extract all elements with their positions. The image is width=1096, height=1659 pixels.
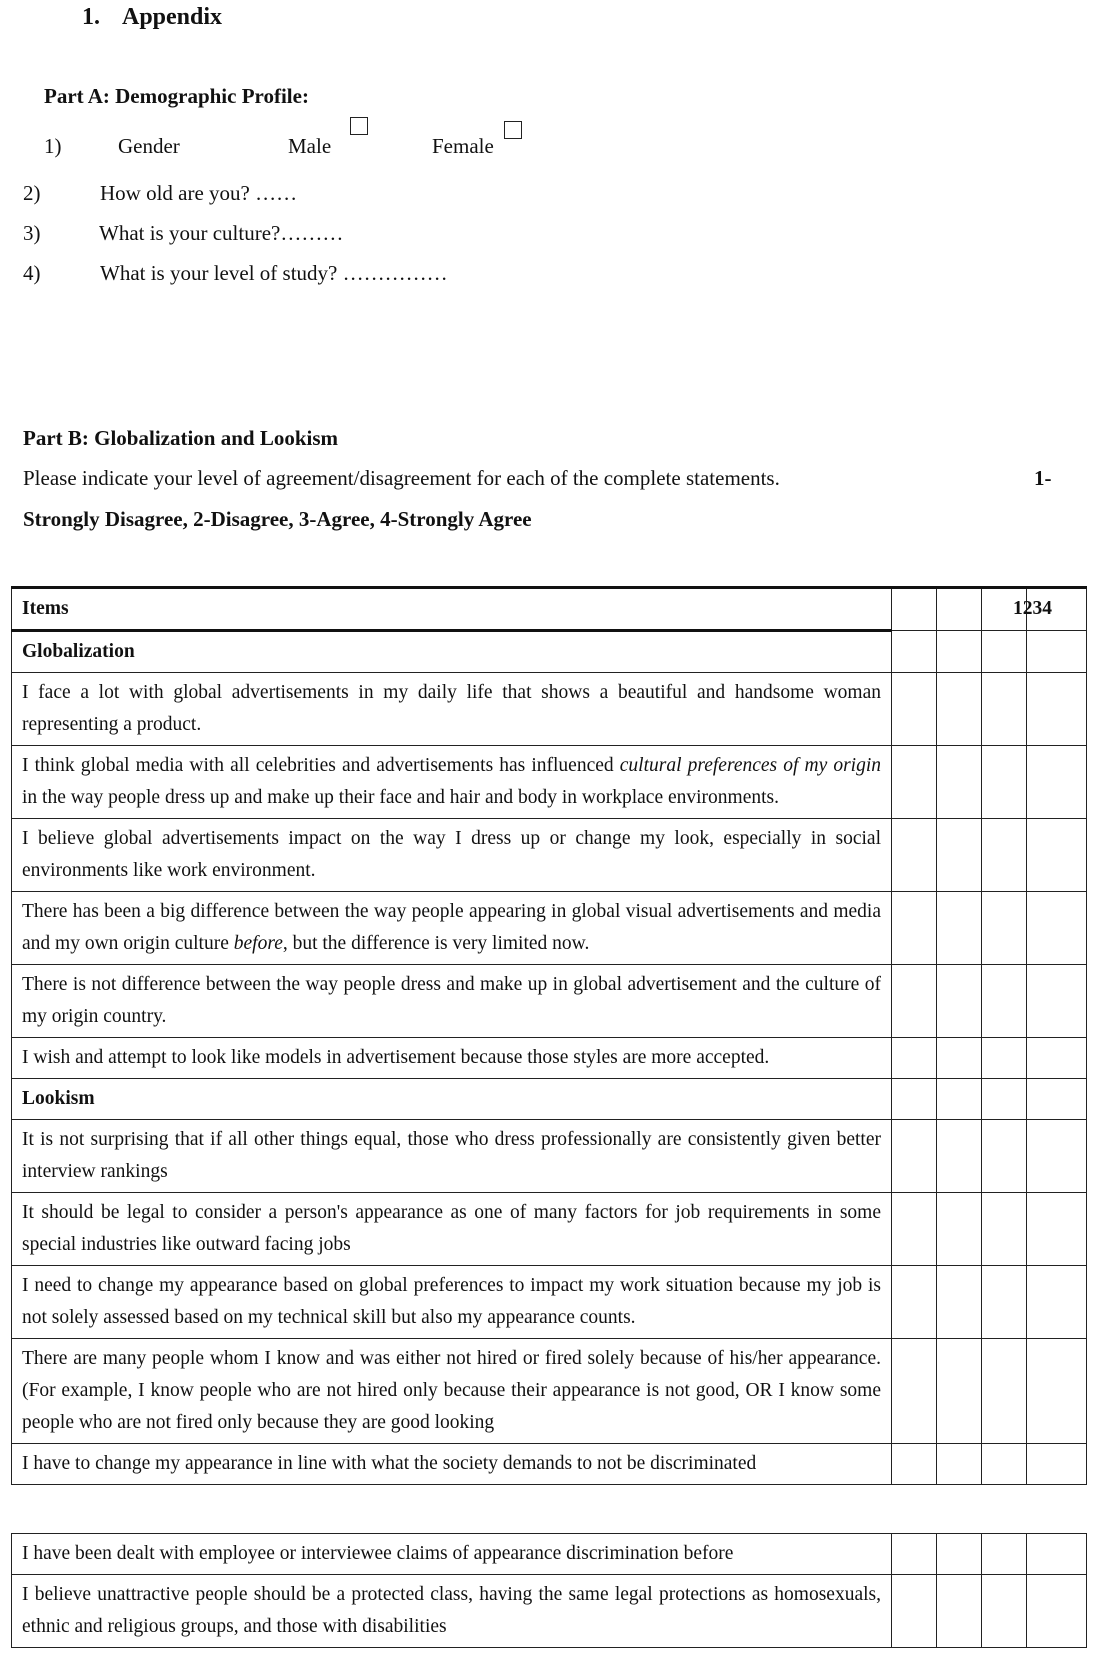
rating-cell-4[interactable] xyxy=(1027,673,1087,746)
section-row-globalization xyxy=(12,631,1087,673)
option-male-label: Male xyxy=(288,134,332,158)
q3-text[interactable]: What is your culture?……… xyxy=(99,221,344,245)
rating-cell-1[interactable] xyxy=(892,819,937,892)
rating-cell-3[interactable] xyxy=(982,965,1027,1038)
rating-cell-2[interactable] xyxy=(937,673,982,746)
table-row xyxy=(12,1120,1087,1193)
part-a-heading: Part A: Demographic Profile: xyxy=(44,84,309,108)
rating-cell-2[interactable] xyxy=(937,1038,982,1079)
table-row xyxy=(12,746,1087,819)
rating-cell-2[interactable] xyxy=(937,746,982,819)
rating-cell-3[interactable] xyxy=(982,673,1027,746)
rating-cell-1[interactable] xyxy=(892,1120,937,1193)
male-checkbox[interactable] xyxy=(350,117,368,135)
item-text: I believe unattractive people should be a protected class, having the same legal protections as homosexuals, ethnic and religious groups, and those with disabilities xyxy=(12,1575,892,1648)
appendix-number: 1. xyxy=(82,4,100,30)
rating-scale-legend: Strongly Disagree, 2-Disagree, 3-Agree, 4-Strongly Agree xyxy=(23,507,532,531)
item-text: I face a lot with global advertisements in my daily life that shows a beautiful and handsome woman representing a product. xyxy=(12,673,892,746)
table-header-row xyxy=(12,588,1087,631)
table-row xyxy=(12,1266,1087,1339)
appendix-title: Appendix xyxy=(122,4,223,30)
rating-cell-3[interactable] xyxy=(982,819,1027,892)
rating-cell-3[interactable] xyxy=(982,1266,1027,1339)
emphasis-text: cultural preferences of my origin xyxy=(619,755,882,776)
rating-cell-3[interactable] xyxy=(982,1120,1027,1193)
item-text: There are many people whom I know and was either not hired or fired solely because of his/her appearance. (For example, I know people who are not hired only because their appearance is not good, OR I know some people who are not fired only because they are good looking xyxy=(12,1339,892,1444)
item-text: It is not surprising that if all other things equal, those who dress professionally are consistently given better interview rankings xyxy=(12,1120,892,1193)
rating-cell-2[interactable] xyxy=(937,1266,982,1339)
rating-cell-2[interactable] xyxy=(937,1444,982,1485)
item-text: I believe global advertisements impact on the way I dress up or change my look, especially in social environments like work environment. xyxy=(12,819,892,892)
rating-cell-3[interactable] xyxy=(982,1193,1027,1266)
item-text: There is not difference between the way people dress and make up in global advertisement and the culture of my origin country. xyxy=(12,965,892,1038)
q1-label: Gender xyxy=(118,134,180,158)
table-row xyxy=(12,1444,1087,1485)
rating-cell-2[interactable] xyxy=(937,1534,982,1575)
items-header: Items xyxy=(12,588,892,631)
item-text: I have to change my appearance in line with what the society demands to not be discriminated xyxy=(12,1444,892,1485)
rating-cell-1[interactable] xyxy=(892,1339,937,1444)
rating-cell-2[interactable] xyxy=(937,1193,982,1266)
section-title-lookism: Lookism xyxy=(12,1079,892,1120)
option-female-label: Female xyxy=(432,134,494,158)
item-text: I wish and attempt to look like models in advertisement because those styles are more accepted. xyxy=(12,1038,892,1079)
item-text: I think global media with all celebrities and advertisements has influenced cultural preferences of my origin in the way people dress up and make up their face and hair and body in workplace environments. xyxy=(12,746,892,819)
part-b-instruction-tail: 1- xyxy=(1034,466,1052,490)
rating-cell-2[interactable] xyxy=(937,1339,982,1444)
rating-cell-1[interactable] xyxy=(892,746,937,819)
rating-cell-4[interactable] xyxy=(1027,892,1087,965)
survey-table xyxy=(11,586,1087,1485)
item-text: There has been a big difference between the way people appearing in global visual advertisements and media and my own origin culture before, but the difference is very limited now. xyxy=(12,892,892,965)
rating-cell-4[interactable] xyxy=(1027,1444,1087,1485)
rating-cell-3[interactable] xyxy=(982,1038,1027,1079)
q2-text[interactable]: How old are you? …… xyxy=(100,181,298,205)
part-b-instruction: Please indicate your level of agreement/disagreement for each of the complete statements. xyxy=(23,466,780,490)
q4-text[interactable]: What is your level of study? …………… xyxy=(100,261,448,285)
rating-cell-2[interactable] xyxy=(937,965,982,1038)
rating-cell-3[interactable] xyxy=(982,1534,1027,1575)
q4-number: 4) xyxy=(23,261,41,285)
rating-cell-2[interactable] xyxy=(937,1575,982,1648)
section-title-globalization: Globalization xyxy=(12,631,892,673)
rating-cell-2[interactable] xyxy=(937,819,982,892)
rating-cell-4[interactable] xyxy=(1027,1038,1087,1079)
table-row xyxy=(12,965,1087,1038)
rating-cell-1[interactable] xyxy=(892,965,937,1038)
rating-cell-4[interactable] xyxy=(1027,1266,1087,1339)
section-row-lookism xyxy=(12,1079,1087,1120)
rating-cell-4[interactable] xyxy=(1027,746,1087,819)
rating-cell-3[interactable] xyxy=(982,892,1027,965)
rating-cell-4[interactable] xyxy=(1027,1534,1087,1575)
rating-cell-1[interactable] xyxy=(892,1266,937,1339)
rating-cell-1[interactable] xyxy=(892,1193,937,1266)
female-checkbox[interactable] xyxy=(504,121,522,139)
table-row xyxy=(12,1038,1087,1079)
rating-cell-4[interactable] xyxy=(1027,965,1087,1038)
rating-cell-1[interactable] xyxy=(892,1575,937,1648)
q1-number: 1) xyxy=(44,134,62,158)
part-b-heading: Part B: Globalization and Lookism xyxy=(23,426,339,450)
table-row xyxy=(12,1193,1087,1266)
rating-cell-2[interactable] xyxy=(937,1120,982,1193)
emphasis-text: before xyxy=(233,933,283,954)
rating-cell-3[interactable] xyxy=(982,1339,1027,1444)
rating-cell-3[interactable] xyxy=(982,746,1027,819)
rating-cell-4[interactable] xyxy=(1027,1339,1087,1444)
rating-cell-1[interactable] xyxy=(892,1444,937,1485)
rating-cell-1[interactable] xyxy=(892,1534,937,1575)
rating-cell-1[interactable] xyxy=(892,1038,937,1079)
q3-number: 3) xyxy=(23,221,41,245)
q2-number: 2) xyxy=(23,181,41,205)
rating-cell-2[interactable] xyxy=(937,892,982,965)
item-text: It should be legal to consider a person's appearance as one of many factors for job requirements in some special industries like outward facing jobs xyxy=(12,1193,892,1266)
rating-cell-1[interactable] xyxy=(892,892,937,965)
rating-cell-4[interactable] xyxy=(1027,1575,1087,1648)
table-row xyxy=(12,1534,1087,1575)
item-text: I need to change my appearance based on global preferences to impact my work situation because my job is not solely assessed based on my technical skill but also my appearance counts. xyxy=(12,1266,892,1339)
rating-cell-3[interactable] xyxy=(982,1575,1027,1648)
table-row xyxy=(12,1339,1087,1444)
rating-cell-4[interactable] xyxy=(1027,819,1087,892)
rating-cell-3[interactable] xyxy=(982,1444,1027,1485)
rating-cell-4[interactable] xyxy=(1027,1120,1087,1193)
table-row xyxy=(12,1575,1087,1648)
scale-header: 1234 xyxy=(1013,598,1052,619)
survey-table-continued xyxy=(11,1533,1087,1648)
item-text: I have been dealt with employee or interviewee claims of appearance discrimination before xyxy=(12,1534,892,1575)
rating-cell-1[interactable] xyxy=(892,673,937,746)
table-row xyxy=(12,819,1087,892)
rating-cell-4[interactable] xyxy=(1027,1193,1087,1266)
table-row xyxy=(12,673,1087,746)
table-row xyxy=(12,892,1087,965)
